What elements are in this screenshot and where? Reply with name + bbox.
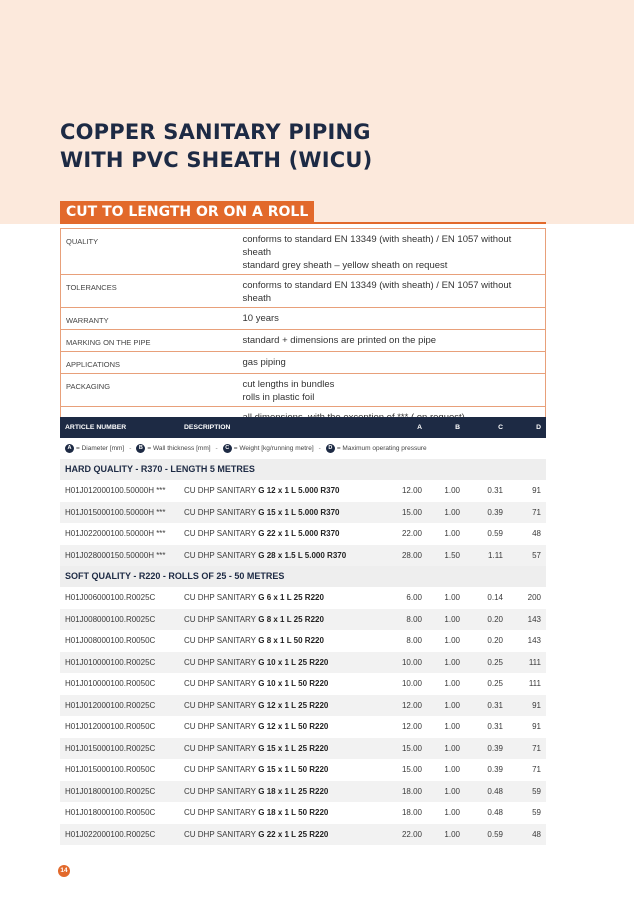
page-title-line-2: WITH PVC SHEATH (WICU) xyxy=(60,148,373,172)
cell-b: 1.00 xyxy=(444,486,460,495)
spec-label: PACKAGING xyxy=(61,374,243,407)
cell-c: 0.25 xyxy=(487,657,503,667)
description-prefix: CU DHP SANITARY xyxy=(184,550,259,560)
cell-c: 0.25 xyxy=(487,679,503,688)
spec-value xyxy=(243,330,546,352)
cell-c: 0.31 xyxy=(487,722,503,731)
description-spec: G 22 x 1 L 5.000 R370 xyxy=(258,529,340,538)
cell-description xyxy=(184,523,362,545)
cell-article-number: H01J015000100.R0025C xyxy=(65,743,156,753)
description-spec: G 12 x 1 L 25 R220 xyxy=(258,700,329,710)
cell-a: 15.00 xyxy=(401,765,422,774)
description-spec: G 12 x 1 L 5.000 R370 xyxy=(258,486,340,495)
product-groups xyxy=(60,459,546,845)
legend-text: = Wall thickness [mm] xyxy=(147,445,211,452)
legend-separator: - xyxy=(215,445,218,452)
cell-article-number: H01J015000100.50000H *** xyxy=(65,507,166,517)
description-spec: G 28 x 1.5 L 5.000 R370 xyxy=(258,550,347,560)
cell-description xyxy=(184,759,362,781)
table-row xyxy=(60,609,546,631)
table-row xyxy=(60,480,546,502)
cell-c: 0.48 xyxy=(487,786,503,796)
spec-label: APPLICATIONS xyxy=(61,352,243,374)
legend-text: = Weight [kg/running metre] xyxy=(233,445,314,452)
cell-description xyxy=(184,587,362,609)
cell-d: 91 xyxy=(532,722,541,731)
cell-a: 12.00 xyxy=(401,700,422,710)
spec-value-line: cut lengths in bundles xyxy=(242,379,335,390)
cell-c: 0.20 xyxy=(487,636,503,645)
cell-description xyxy=(184,673,362,695)
cell-c: 0.59 xyxy=(487,529,503,538)
cell-description xyxy=(184,652,362,674)
cell-c: 0.48 xyxy=(487,808,503,817)
table-row xyxy=(60,695,546,717)
cell-b: 1.50 xyxy=(444,550,460,560)
cell-c: 0.14 xyxy=(487,593,503,602)
cell-description xyxy=(184,609,362,631)
legend-separator: - xyxy=(318,445,321,452)
spec-value-line: conforms to standard EN 13349 (with sheath) / EN 1057 without sheath xyxy=(242,280,512,304)
table-row xyxy=(60,716,546,738)
page-title-line-1: COPPER SANITARY PIPING xyxy=(60,120,371,144)
spec-row xyxy=(61,330,546,352)
cell-article-number: H01J022000100.R0025C xyxy=(65,829,156,839)
table-row xyxy=(60,824,546,846)
cell-description xyxy=(184,502,362,524)
cell-a: 22.00 xyxy=(401,829,422,839)
cell-b: 1.00 xyxy=(444,636,460,645)
cell-b: 1.00 xyxy=(444,593,460,602)
cell-description xyxy=(184,781,362,803)
cell-article-number: H01J012000100.R0025C xyxy=(65,700,156,710)
legend-item xyxy=(136,444,210,453)
spec-value-line: standard grey sheath – yellow sheath on request xyxy=(242,260,448,271)
cell-a: 15.00 xyxy=(401,507,422,517)
cell-b: 1.00 xyxy=(444,529,460,538)
cell-article-number: H01J010000100.R0025C xyxy=(65,657,156,667)
header-a: A xyxy=(417,424,422,431)
spec-label: TOLERANCES xyxy=(61,275,243,308)
description-spec: G 6 x 1 L 25 R220 xyxy=(258,593,324,602)
cell-article-number: H01J012000100.50000H *** xyxy=(65,486,166,495)
table-row xyxy=(60,738,546,760)
table-row xyxy=(60,781,546,803)
spec-row xyxy=(61,374,546,407)
cell-d: 48 xyxy=(532,529,541,538)
description-prefix: CU DHP SANITARY xyxy=(184,507,259,517)
cell-a: 15.00 xyxy=(401,743,422,753)
cell-a: 10.00 xyxy=(401,679,422,688)
legend-item xyxy=(223,444,314,453)
cell-d: 111 xyxy=(528,679,541,688)
description-prefix: CU DHP SANITARY xyxy=(184,786,259,796)
spec-value-line: rolls in plastic foil xyxy=(242,392,315,403)
section-divider xyxy=(60,222,546,224)
cell-c: 0.31 xyxy=(487,486,503,495)
table-row xyxy=(60,802,546,824)
legend-text: = Diameter [mm] xyxy=(76,445,125,452)
cell-c: 0.39 xyxy=(487,743,503,753)
spec-value xyxy=(243,275,546,308)
spec-row xyxy=(61,308,546,330)
table-row xyxy=(60,545,546,567)
cell-a: 18.00 xyxy=(401,808,422,817)
spec-value-line: conforms to standard EN 13349 (with sheath) / EN 1057 without sheath xyxy=(242,234,512,258)
spec-label: WARRANTY xyxy=(61,308,243,330)
cell-article-number: H01J012000100.R0050C xyxy=(65,722,156,731)
description-prefix: CU DHP SANITARY xyxy=(184,529,259,538)
table-row xyxy=(60,587,546,609)
cell-d: 71 xyxy=(532,743,541,753)
cell-article-number: H01J015000100.R0050C xyxy=(65,765,156,774)
cell-d: 111 xyxy=(528,657,541,667)
table-row xyxy=(60,523,546,545)
spec-row xyxy=(61,229,546,275)
description-spec: G 10 x 1 L 25 R220 xyxy=(258,657,329,667)
cell-d: 143 xyxy=(527,614,541,624)
table-row xyxy=(60,673,546,695)
cell-article-number: H01J008000100.R0025C xyxy=(65,614,156,624)
cell-a: 8.00 xyxy=(406,614,422,624)
legend-badge: A xyxy=(65,444,74,453)
cell-a: 12.00 xyxy=(401,722,422,731)
description-prefix: CU DHP SANITARY xyxy=(184,829,259,839)
cell-a: 22.00 xyxy=(401,529,422,538)
description-prefix: CU DHP SANITARY xyxy=(184,486,259,495)
description-prefix: CU DHP SANITARY xyxy=(184,743,259,753)
page-number: 14 xyxy=(58,865,70,877)
spec-label: QUALITY xyxy=(61,229,243,275)
cell-d: 143 xyxy=(527,636,541,645)
header-c: C xyxy=(498,424,503,431)
specification-rows xyxy=(61,229,546,429)
cell-d: 71 xyxy=(532,507,541,517)
description-spec: G 18 x 1 L 25 R220 xyxy=(258,786,329,796)
cell-a: 10.00 xyxy=(401,657,422,667)
description-spec: G 15 x 1 L 50 R220 xyxy=(258,765,329,774)
cell-b: 1.00 xyxy=(444,829,460,839)
cell-description xyxy=(184,545,362,567)
description-spec: G 22 x 1 L 25 R220 xyxy=(258,829,329,839)
specification-table xyxy=(60,228,546,429)
cell-b: 1.00 xyxy=(444,765,460,774)
spec-value xyxy=(243,229,546,275)
description-spec: G 10 x 1 L 50 R220 xyxy=(258,679,329,688)
description-spec: G 15 x 1 L 25 R220 xyxy=(258,743,329,753)
cell-b: 1.00 xyxy=(444,614,460,624)
page-title xyxy=(60,118,580,174)
cell-description xyxy=(184,716,362,738)
cell-article-number: H01J022000100.50000H *** xyxy=(65,529,166,538)
legend-badge: C xyxy=(223,444,232,453)
spec-value-line: standard + dimensions are printed on the pipe xyxy=(242,335,437,346)
spec-row xyxy=(61,352,546,374)
header-background xyxy=(0,0,634,224)
legend-badge: B xyxy=(136,444,145,453)
cell-article-number: H01J018000100.R0025C xyxy=(65,786,156,796)
cell-b: 1.00 xyxy=(444,700,460,710)
description-spec: G 8 x 1 L 50 R220 xyxy=(258,636,324,645)
cell-b: 1.00 xyxy=(444,657,460,667)
description-prefix: CU DHP SANITARY xyxy=(184,614,259,624)
cell-d: 91 xyxy=(532,700,541,710)
cell-d: 48 xyxy=(532,829,541,839)
cell-b: 1.00 xyxy=(444,679,460,688)
legend-text: = Maximum operating pressure xyxy=(336,445,427,452)
cell-c: 0.39 xyxy=(487,765,503,774)
cell-description xyxy=(184,824,362,846)
group-title: HARD QUALITY - R370 - LENGTH 5 METRES xyxy=(60,459,546,480)
cell-article-number: H01J006000100.R0025C xyxy=(65,593,156,602)
cell-b: 1.00 xyxy=(444,507,460,517)
cell-b: 1.00 xyxy=(444,722,460,731)
cell-d: 57 xyxy=(532,550,541,560)
description-spec: G 8 x 1 L 25 R220 xyxy=(258,614,324,624)
legend-item xyxy=(65,444,124,453)
cell-c: 0.59 xyxy=(487,829,503,839)
cell-a: 8.00 xyxy=(406,636,422,645)
cell-a: 28.00 xyxy=(401,550,422,560)
product-table xyxy=(60,417,546,845)
spec-label: MARKING ON THE PIPE xyxy=(61,330,243,352)
description-prefix: CU DHP SANITARY xyxy=(184,765,259,774)
header-b: B xyxy=(455,424,460,431)
cell-article-number: H01J028000150.50000H *** xyxy=(65,550,166,560)
cell-article-number: H01J008000100.R0050C xyxy=(65,636,156,645)
cell-d: 200 xyxy=(527,593,541,602)
description-prefix: CU DHP SANITARY xyxy=(184,636,259,645)
cell-a: 18.00 xyxy=(401,786,422,796)
table-row xyxy=(60,652,546,674)
cell-a: 6.00 xyxy=(406,593,422,602)
cell-c: 1.11 xyxy=(488,550,503,560)
cell-description xyxy=(184,802,362,824)
description-prefix: CU DHP SANITARY xyxy=(184,657,259,667)
legend-item xyxy=(326,444,427,453)
cell-c: 0.31 xyxy=(487,700,503,710)
description-spec: G 15 x 1 L 5.000 R370 xyxy=(258,507,340,517)
description-prefix: CU DHP SANITARY xyxy=(184,679,259,688)
header-d: D xyxy=(536,424,541,431)
cell-a: 12.00 xyxy=(401,486,422,495)
spec-value-line: 10 years xyxy=(242,313,279,324)
spec-value xyxy=(243,352,546,374)
description-prefix: CU DHP SANITARY xyxy=(184,593,259,602)
spec-value xyxy=(243,374,546,407)
cell-c: 0.20 xyxy=(487,614,503,624)
cell-d: 59 xyxy=(532,786,541,796)
legend-badge: D xyxy=(326,444,335,453)
group-title: SOFT QUALITY - R220 - ROLLS OF 25 - 50 METRES xyxy=(60,566,546,587)
description-prefix: CU DHP SANITARY xyxy=(184,808,259,817)
column-legend xyxy=(60,438,546,459)
cell-d: 71 xyxy=(532,765,541,774)
cell-b: 1.00 xyxy=(444,743,460,753)
cell-article-number: H01J018000100.R0050C xyxy=(65,808,156,817)
header-article-number: ARTICLE NUMBER xyxy=(65,424,127,431)
table-row xyxy=(60,502,546,524)
description-prefix: CU DHP SANITARY xyxy=(184,722,259,731)
cell-b: 1.00 xyxy=(444,786,460,796)
cell-description xyxy=(184,630,362,652)
spec-row xyxy=(61,275,546,308)
cell-b: 1.00 xyxy=(444,808,460,817)
cell-c: 0.39 xyxy=(487,507,503,517)
cell-description xyxy=(184,738,362,760)
description-spec: G 12 x 1 L 50 R220 xyxy=(258,722,329,731)
description-spec: G 18 x 1 L 50 R220 xyxy=(258,808,329,817)
spec-value xyxy=(243,308,546,330)
table-row xyxy=(60,759,546,781)
table-row xyxy=(60,630,546,652)
cell-description xyxy=(184,695,362,717)
cell-d: 91 xyxy=(532,486,541,495)
legend-separator: - xyxy=(129,445,132,452)
section-heading: CUT TO LENGTH OR ON A ROLL xyxy=(60,201,314,223)
header-description: DESCRIPTION xyxy=(184,424,231,431)
cell-description xyxy=(184,480,362,502)
cell-article-number: H01J010000100.R0050C xyxy=(65,679,156,688)
spec-value-line: gas piping xyxy=(242,357,286,368)
cell-d: 59 xyxy=(532,808,541,817)
description-prefix: CU DHP SANITARY xyxy=(184,700,259,710)
product-table-header xyxy=(60,417,546,438)
